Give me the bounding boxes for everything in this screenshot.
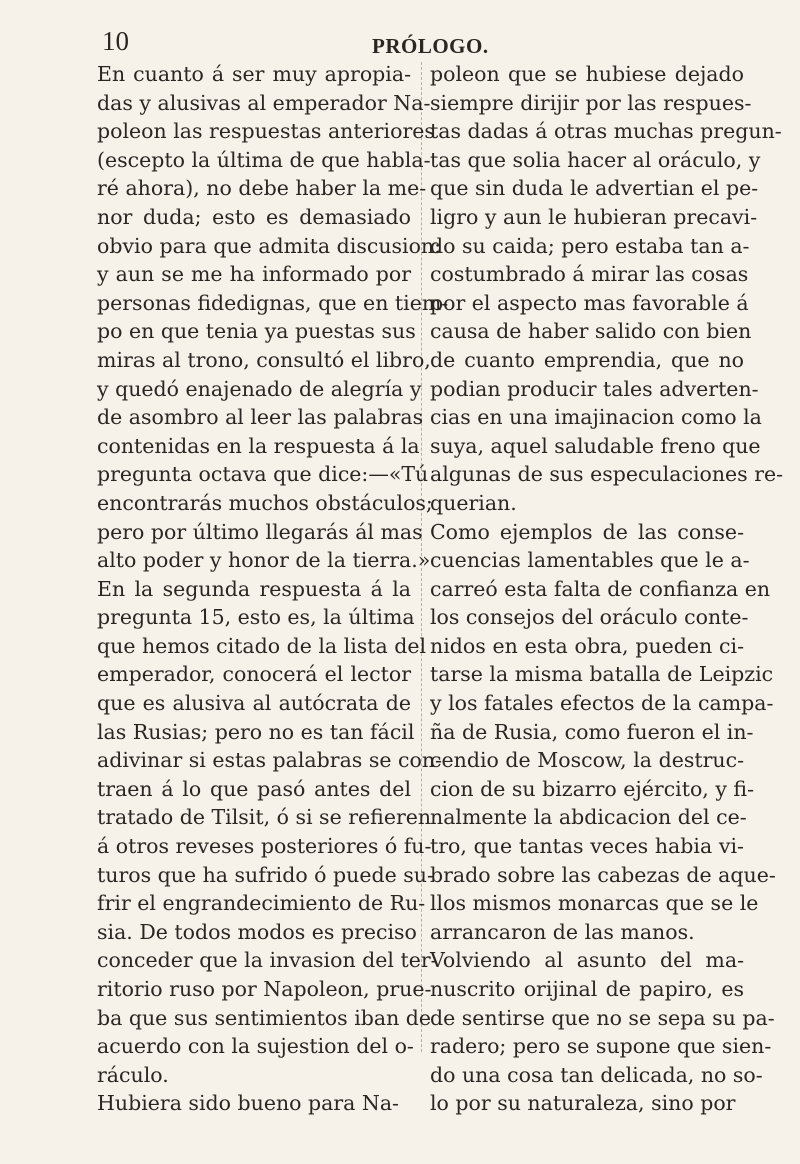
text-line: Como ejemplos de las conse- [430, 519, 744, 544]
text-line: tas dadas á otras muchas pregun- [430, 119, 782, 144]
text-line: Volviendo al asunto del ma- [430, 948, 744, 973]
text-line: y quedó enajenado de alegría y [97, 376, 422, 401]
text-line: do una cosa tan delicada, no so- [430, 1062, 763, 1087]
text-line: y aun se me ha informado por [97, 262, 411, 287]
text-line: poleon que se hubiese dejado [430, 62, 744, 86]
text-line: de cuanto emprendia, que no [430, 347, 744, 372]
text-line: obvio para que admita discusion: [97, 233, 442, 258]
text-line: que sin duda le advertian el pe- [430, 176, 759, 201]
text-line: cendio de Moscow, la destruc- [430, 748, 744, 773]
text-line: nor duda; esto es demasiado [97, 204, 411, 229]
text-line: frir el engrandecimiento de Ru- [97, 891, 426, 916]
text-line: y los fatales efectos de la campa- [430, 691, 774, 716]
text-line: llos mismos monarcas que se le [430, 891, 759, 916]
text-line: los consejos del oráculo conte- [430, 605, 749, 630]
text-line: alto poder y honor de la tierra.» [97, 548, 431, 573]
text-line: emperador, conocerá el lector [97, 662, 411, 687]
text-line: traen á lo que pasó antes del [97, 776, 411, 801]
text-line: adivinar si estas palabras se con- [97, 748, 442, 773]
text-line: pregunta 15, esto es, la última [97, 605, 415, 630]
text-line: causa de haber salido con bien [430, 319, 752, 344]
text-line: nalmente la abdicacion del ce- [430, 805, 747, 830]
text-line: miras al trono, consultó el libro, [97, 347, 431, 372]
text-line: po en que tenia ya puestas sus [97, 319, 416, 344]
text-line: las Rusias; pero no es tan fácil [97, 719, 415, 744]
text-line: por el aspecto mas favorable á [430, 290, 749, 315]
text-line: nuscrito orijinal de papiro, es [430, 977, 744, 1001]
text-line: cias en una imajinacion como la [430, 405, 762, 430]
text-line: ña de Rusia, como fueron el in- [430, 719, 754, 744]
text-line: acuerdo con la sujestion del o- [97, 1034, 414, 1059]
text-line: algunas de sus especulaciones re- [430, 462, 784, 487]
left-column [97, 60, 449, 1118]
text-line: tratado de Tilsit, ó si se refieren [97, 805, 432, 830]
text-line: tas que solia hacer al oráculo, y [430, 147, 761, 172]
text-line: das y alusivas al emperador Na- [97, 90, 431, 115]
text-line: pregunta octava que dice:—«Tú [97, 462, 429, 487]
running-head: PRÓLOGO. [372, 34, 489, 58]
text-line: siempre dirijir por las respues- [430, 90, 752, 115]
text-line: (escepto la última de que habla- [97, 147, 431, 172]
text-line: que hemos citado de la lista del [97, 633, 427, 658]
text-line: cuencias lamentables que le a- [430, 548, 750, 573]
text-line: de sentirse que no se sepa su pa- [430, 1005, 775, 1030]
text-line: á otros reveses posteriores ó fu- [97, 834, 432, 859]
text-line: costumbrado á mirar las cosas [430, 262, 749, 287]
text-line: contenidas en la respuesta á la [97, 433, 420, 458]
right-column [430, 60, 784, 1118]
text-line: do su caida; pero estaba tan a- [430, 233, 750, 258]
text-line: En cuanto á ser muy apropia- [97, 62, 411, 86]
text-line: pero por último llegarás ál mas [97, 519, 423, 544]
text-line: turos que ha sufrido ó puede su- [97, 862, 434, 887]
text-line: arrancaron de las manos. [430, 919, 695, 944]
text-line: carreó esta falta de confianza en [430, 576, 771, 601]
text-line: lo por su naturaleza, sino por [430, 1091, 736, 1116]
text-line: Hubiera sido bueno para Na- [97, 1091, 399, 1116]
text-line: podian producir tales adverten- [430, 376, 759, 401]
text-line: conceder que la invasion del ter- [97, 948, 438, 973]
text-line: ritorio ruso por Napoleon, prue- [97, 977, 432, 1001]
page-number: 10 [102, 26, 129, 56]
text-line: de asombro al leer las palabras [97, 405, 424, 430]
text-line: ré ahora), no debe haber la me- [97, 176, 427, 201]
text-line: cion de su bizarro ejército, y fi- [430, 776, 755, 801]
text-line: encontrarás muchos obstáculos; [97, 490, 433, 515]
text-line: En la segunda respuesta á la [97, 576, 411, 601]
text-line: personas fidedignas, que en tiem- [97, 290, 449, 315]
text-line: ba que sus sentimientos iban de [97, 1005, 432, 1030]
text-line: poleon las respuestas anteriores [97, 119, 435, 144]
text-line: querian. [430, 490, 517, 515]
text-line: radero; pero se supone que sien- [430, 1034, 772, 1059]
text-line: suya, aquel saludable freno que [430, 433, 761, 458]
text-line: ráculo. [97, 1062, 169, 1087]
text-line: brado sobre las cabezas de aque- [430, 862, 776, 887]
text-line: nidos en esta obra, pueden ci- [430, 633, 744, 658]
text-line: ligro y aun le hubieran precavi- [430, 204, 758, 229]
text-line: tarse la misma batalla de Leipzic [430, 662, 774, 687]
text-line: tro, que tantas veces habia vi- [430, 834, 744, 859]
text-line: que es alusiva al autócrata de [97, 691, 411, 716]
text-line: sia. De todos modos es preciso [97, 919, 417, 944]
